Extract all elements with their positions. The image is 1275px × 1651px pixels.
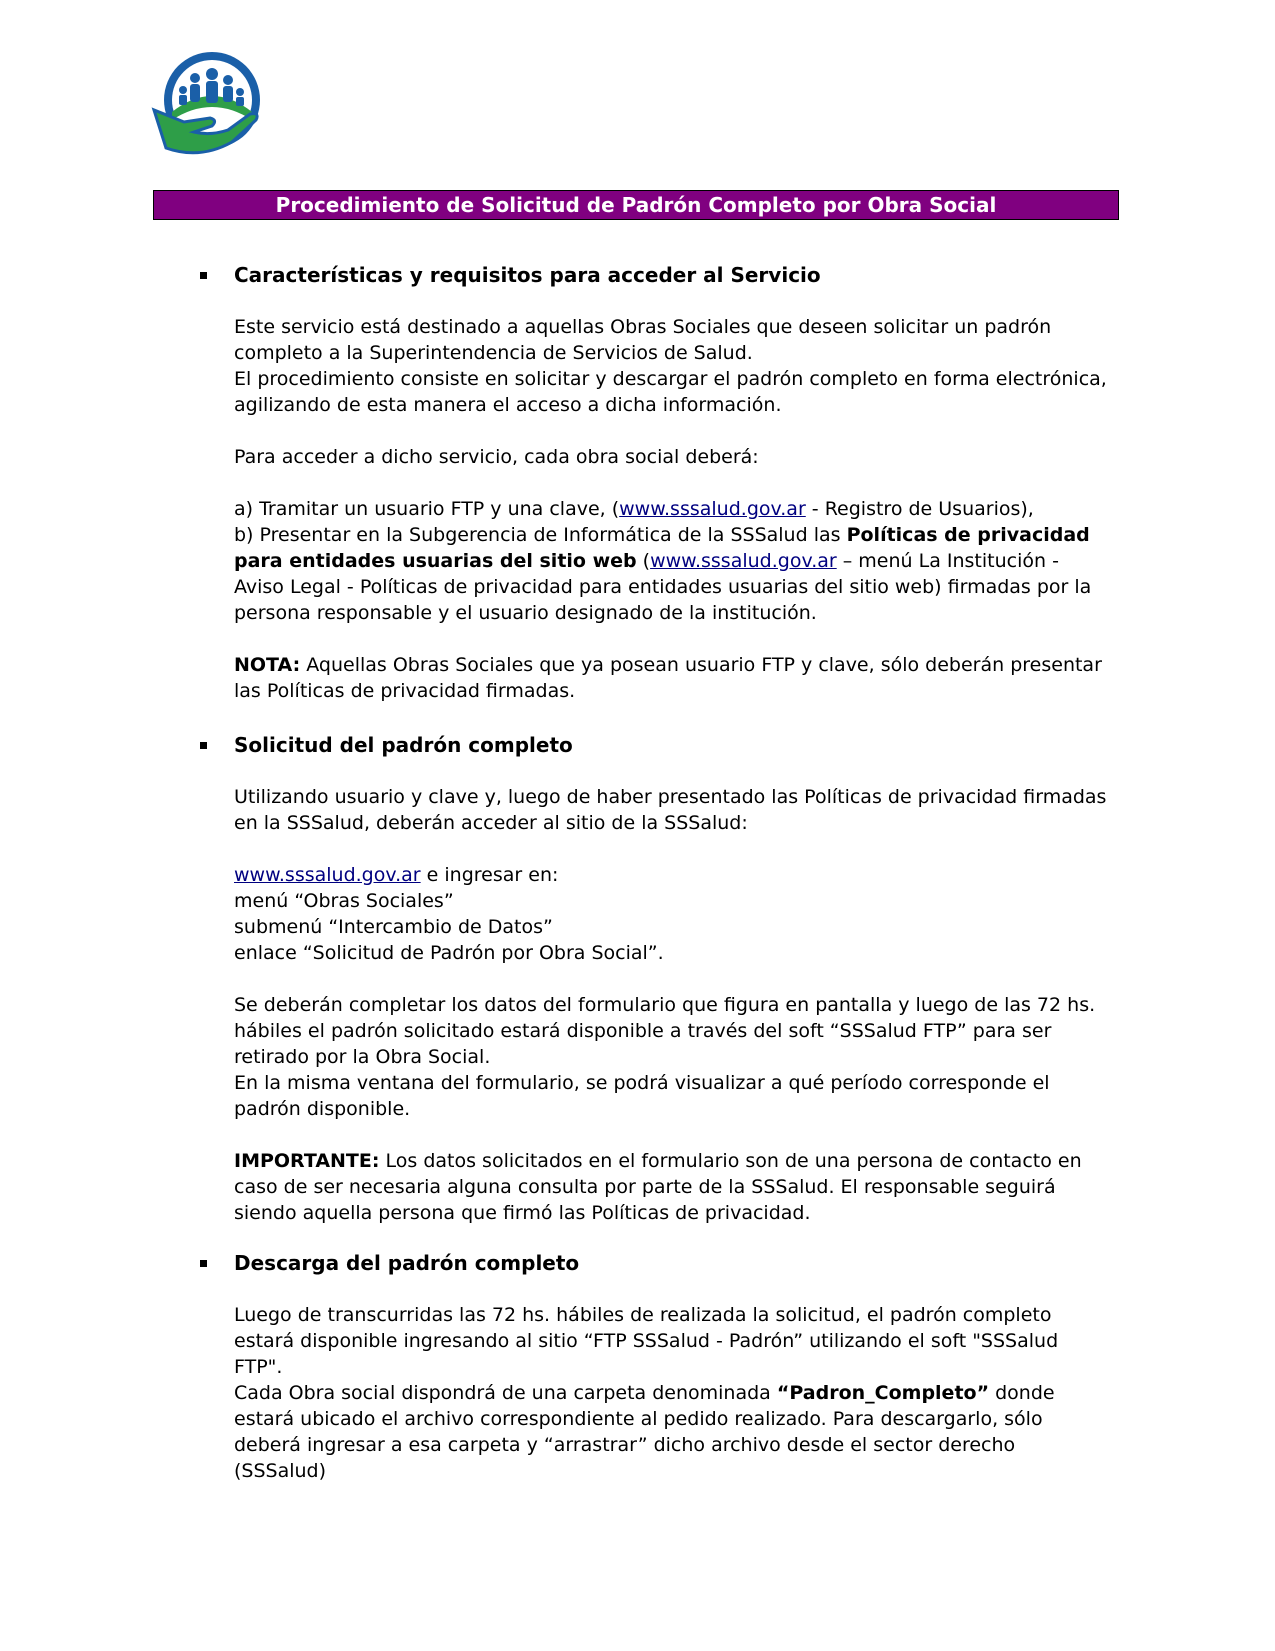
section-body	[234, 784, 1110, 1226]
sssalud-link[interactable]: www.sssalud.gov.ar	[619, 498, 806, 520]
paragraph: Cada Obra social dispondrá de una carpeta denominada “Padron_Completo” donde estará ubicado el archivo correspondiente al pedido realizado. Para descargarlo, sólo deberá ingresar a esa carpeta y “arrastrar” dicho archivo desde el sector derecho (SSSalud)	[234, 1382, 1055, 1482]
bullet-square-icon	[200, 272, 207, 279]
paragraph: Para acceder a dicho servicio, cada obra social deberá:	[234, 446, 759, 468]
paragraph: El procedimiento consiste en solicitar y descargar el padrón completo en forma electrónica, agilizando de esta manera el acceso a dicha información.	[234, 368, 1107, 416]
paragraph: Luego de transcurridas las 72 hs. hábiles de realizada la solicitud, el padrón completo estará disponible ingresando al sitio “FTP SSSalud - Padrón” utilizando el soft "SSSalud FTP".	[234, 1304, 1059, 1378]
paragraph: Utilizando usuario y clave y, luego de haber presentado las Políticas de privacidad firmadas en la SSSalud, deberán acceder al sitio de la SSSalud:	[234, 786, 1107, 834]
section-heading: Solicitud del padrón completo	[200, 732, 1110, 758]
paragraph: En la misma ventana del formulario, se podrá visualizar a qué período corresponde el padrón disponible.	[234, 1072, 1050, 1120]
list-item-a: a) Tramitar un usuario FTP y una clave, (www.sssalud.gov.ar - Registro de Usuarios),	[234, 498, 1034, 520]
section-body	[234, 1302, 1110, 1484]
document-title-bar	[153, 190, 1119, 220]
list-item-b: b) Presentar en la Subgerencia de Informática de la SSSalud las Políticas de privacidad para entidades usuarias del sitio web (www.sssalud.gov.ar – menú La Institución - Aviso Legal - Políticas de privacidad para entidades usuarias del sitio web) firmadas por la persona responsable y el usuario designado de la institución.	[234, 524, 1092, 624]
bullet-square-icon	[200, 742, 207, 749]
paragraph: www.sssalud.gov.ar e ingresar en:	[234, 864, 559, 886]
section-descarga	[200, 1250, 1110, 1484]
sssalud-link[interactable]: www.sssalud.gov.ar	[650, 550, 837, 572]
important-paragraph: IMPORTANTE: Los datos solicitados en el formulario son de una persona de contacto en caso de ser necesaria alguna consulta por parte de la SSSalud. El responsable seguirá siendo aquella persona que firmó las Políticas de privacidad.	[234, 1150, 1082, 1224]
paragraph: Este servicio está destinado a aquellas Obras Sociales que deseen solicitar un padrón completo a la Superintendencia de Servicios de Salud.	[234, 316, 1052, 364]
paragraph: submenú “Intercambio de Datos”	[234, 916, 553, 938]
document-title: Procedimiento de Solicitud de Padrón Completo por Obra Social	[275, 193, 997, 217]
paragraph: Se deberán completar los datos del formulario que figura en pantalla y luego de las 72 hs. hábiles el padrón solicitado estará disponible a través del soft “SSSalud FTP” para ser retirado por la Obra Social.	[234, 994, 1096, 1068]
bullet-square-icon	[200, 1260, 207, 1267]
paragraph: menú “Obras Sociales”	[234, 890, 454, 912]
note-paragraph: NOTA: Aquellas Obras Sociales que ya posean usuario FTP y clave, sólo deberán presentar las Políticas de privacidad firmadas.	[234, 654, 1102, 702]
section-heading: Descarga del padrón completo	[200, 1250, 1110, 1276]
section-requisitos	[200, 262, 1110, 704]
section-body	[234, 314, 1110, 704]
paragraph: enlace “Solicitud de Padrón por Obra Social”.	[234, 942, 664, 964]
sssalud-link[interactable]: www.sssalud.gov.ar	[234, 864, 421, 886]
section-heading: Características y requisitos para acceder al Servicio	[200, 262, 1110, 288]
sssalud-logo-icon	[150, 50, 270, 162]
section-solicitud	[200, 732, 1110, 1226]
